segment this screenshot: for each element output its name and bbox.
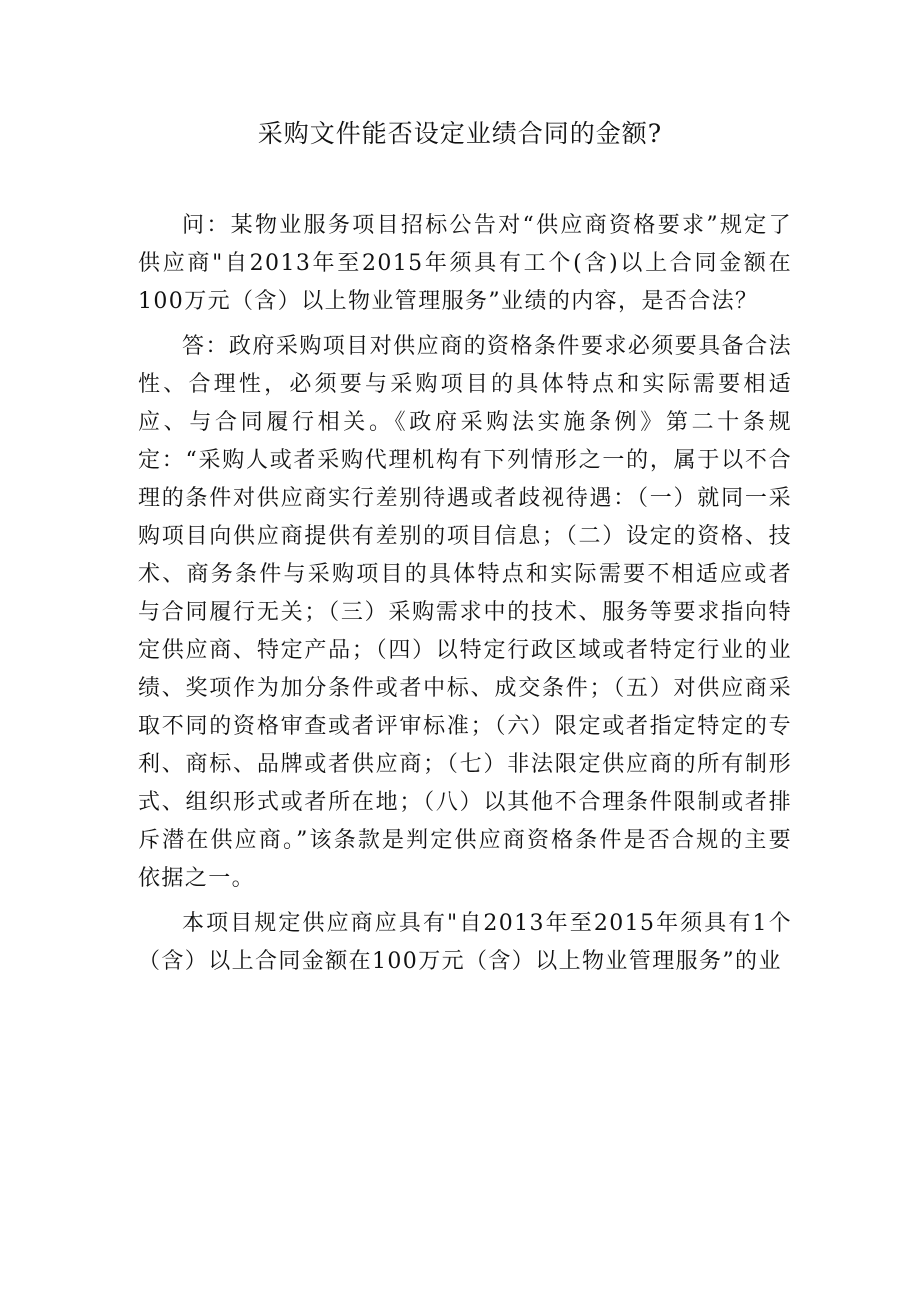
question-paragraph: 问：某物业服务项目招标公告对“供应商资格要求”规定了供应商"自2013年至2015年须具有工个(含)以上合同金额在100万元（含）以上物业管理服务”业绩的内容，是否合法？: [138, 213, 792, 314]
analysis-paragraph: 本项目规定供应商应具有"自2013年至2015年须具有1个（含）以上合同金额在100万元（含）以上物业管理服务”的业: [138, 911, 792, 974]
document-body: [138, 204, 792, 985]
document-title: 采购文件能否设定业绩合同的金额?: [257, 119, 663, 148]
answer-paragraph: 答：政府采购项目对供应商的资格条件要求必须要具备合法性、合理性，必须要与采购项目的具体特点和实际需要相适应、与合同履行相关。《政府采购法实施条例》第二十条规定：“采购人或者采购代理机构有下列情形之一的，属于以不合理的条件对供应商实行差别待遇或者歧视待遇：（一）就同一采购项目向供应商提供有差别的项目信息；（二）设定的资格、技术、商务条件与采购项目的具体特点和实际需要不相适应或者与合同履行无关；（三）采购需求中的技术、服务等要求指向特定供应商、特定产品；（四）以特定行政区域或者特定行业的业绩、奖项作为加分条件或者中标、成交条件；（五）对供应商采取不同的资格审查或者评审标准；（六）限定或者指定特定的专利、商标、品牌或者供应商；（七）非法限定供应商的所有制形式、组织形式或者所在地；（八）以其他不合理条件限制或者排斥潜在供应商。”该条款是判定供应商资格条件是否合规的主要依据之一。: [138, 334, 792, 891]
